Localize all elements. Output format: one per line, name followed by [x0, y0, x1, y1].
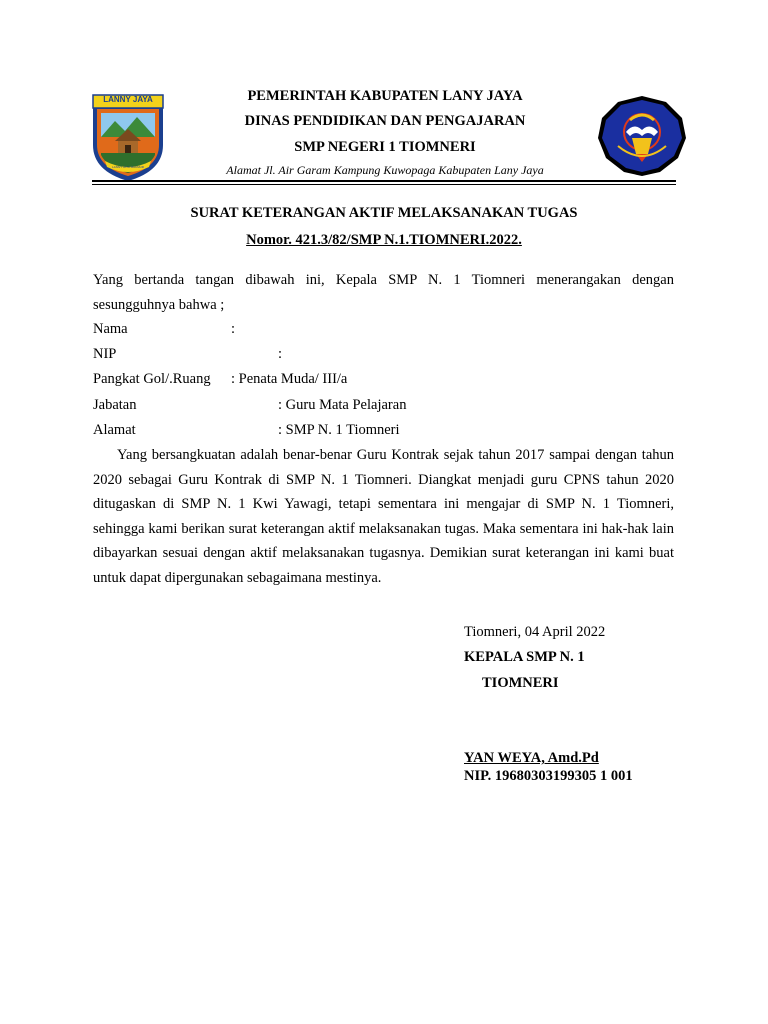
field-label-jabatan: Jabatan [93, 397, 137, 413]
field-value-jabatan: : Guru Mata Pelajaran [278, 397, 407, 413]
field-value-nama: : [231, 321, 236, 337]
field-value-alamat: : SMP N. 1 Tiomneri [278, 422, 400, 438]
letter-number: Nomor. 421.3/82/SMP N.1.TIOMNERI.2022. [246, 232, 522, 248]
field-value-pangkat: : Penata Muda/ III/a [231, 371, 348, 387]
header-department: DINAS PENDIDIKAN DAN PENGAJARAN [244, 113, 526, 129]
left-logo-banner-text: LANNY JAYA [103, 95, 153, 104]
signature-place-date: Tiomneri, 04 April 2022 [464, 624, 606, 640]
field-value-nip: : [278, 346, 283, 362]
letterhead-rule-thick [92, 180, 676, 182]
field-label-pangkat: Pangkat Gol/.Ruang [93, 371, 211, 387]
left-logo-motto-text: LANNY JAYA MAKMUR [112, 165, 144, 169]
header-government: PEMERINTAH KABUPATEN LANY JAYA [247, 88, 523, 104]
field-label-nip: NIP [93, 346, 117, 362]
letter-intro: Yang bertanda tangan dibawah ini, Kepala SMP N. 1 Tiomneri menerangakan dengan sesungguhnya bahwa ; [93, 272, 674, 313]
letterhead-rule-thin [92, 184, 676, 185]
field-label-alamat: Alamat [93, 422, 136, 438]
tut-wuri-handayani-logo [596, 94, 688, 178]
signature-name: YAN WEYA, Amd.Pd [464, 750, 599, 766]
signature-nip: NIP. 19680303199305 1 001 [464, 768, 633, 784]
signature-position-2: TIOMNERI [482, 675, 559, 691]
signature-position-1: KEPALA SMP N. 1 [464, 649, 585, 665]
header-address: Alamat Jl. Air Garam Kampung Kuwopaga Kabupaten Lany Jaya [226, 163, 544, 177]
field-label-nama: Nama [93, 321, 128, 337]
letter-body: Yang bersangkuatan adalah benar-benar Guru Kontrak sejak tahun 2017 sampai dengan tahun 2020 sebagai Guru Kontrak di SMP N. 1 Tiomneri. Diangkat menjadi guru CPNS tahun 2020 ditugaskan di SMP N. 1 Kwi Yawagi, tetapi sementara ini mengajar di SMP N. 1 Tiomneri, sehingga kami berikan surat keterangan aktif melaksanakan tugas. Maka sementara ini hak-hak lain dibayarkan sesuai dengan aktif melaksanakan tugasnya. Demikian surat keterangan ini kami buat untuk dapat dipergunakan sebagaimana mestinya. [93, 447, 674, 586]
lanny-jaya-logo [89, 93, 167, 183]
header-school: SMP NEGERI 1 TIOMNERI [294, 139, 476, 155]
letter-title: SURAT KETERANGAN AKTIF MELAKSANAKAN TUGAS [190, 205, 578, 221]
